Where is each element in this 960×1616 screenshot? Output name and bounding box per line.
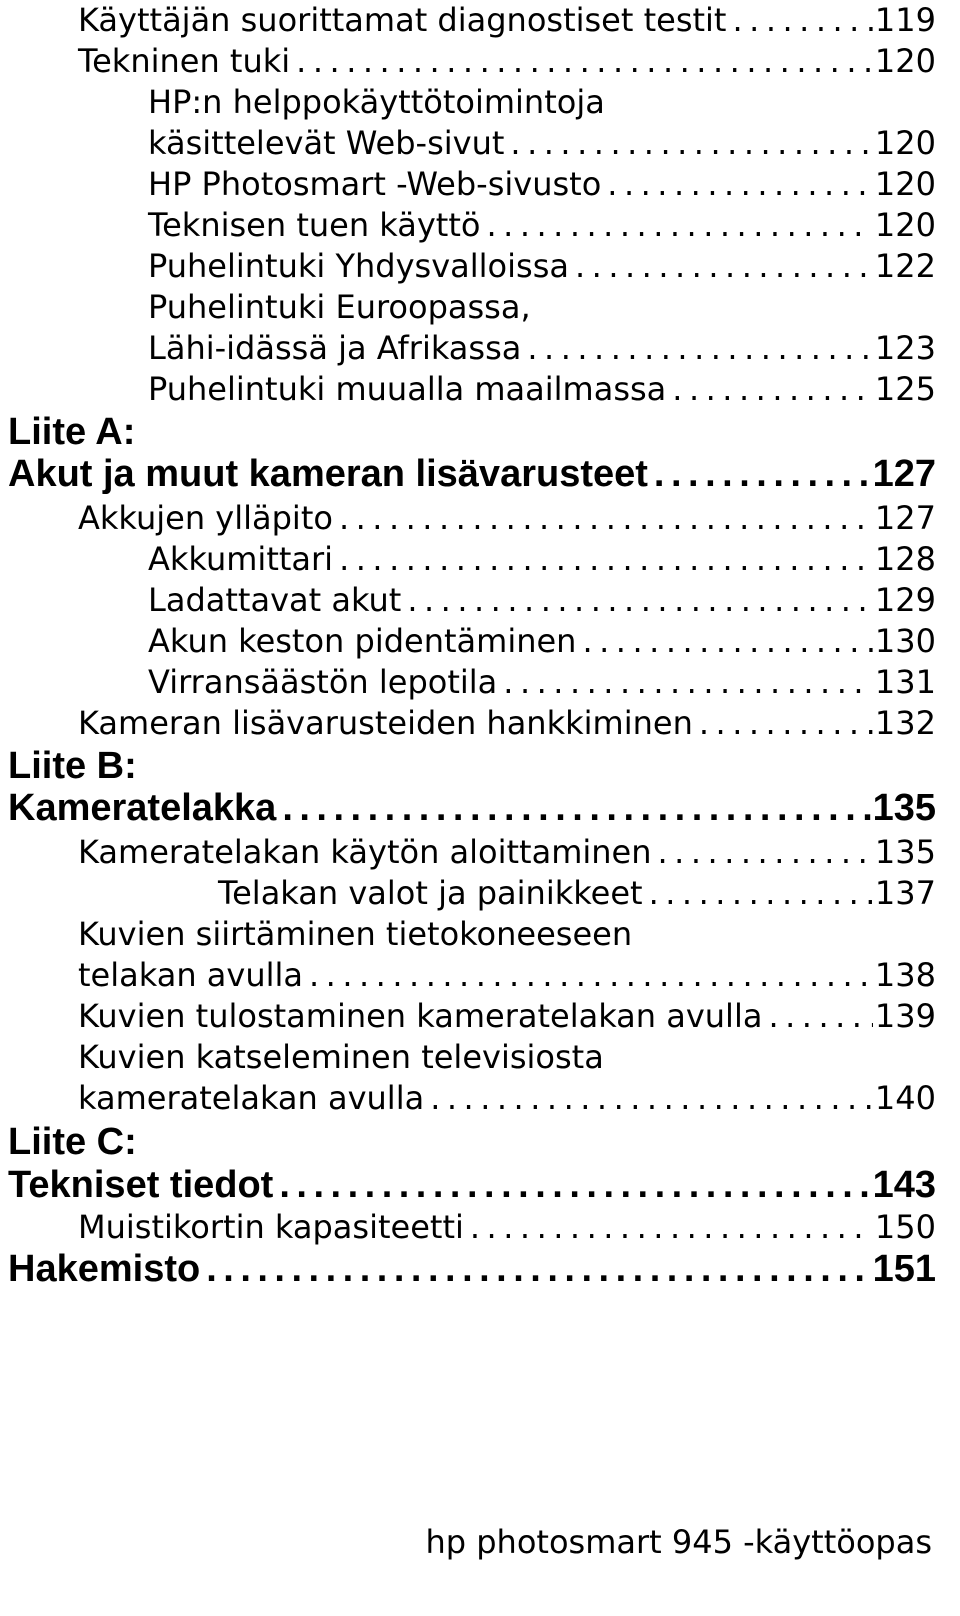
toc-leader-dots [510,123,873,163]
toc-entry [148,123,936,163]
toc-entry [148,662,936,702]
appendix-label [8,410,936,454]
toc-entry-title: Käyttäjän suorittamat diagnostiset testit [78,1,727,39]
toc-entry-title: HP:n helppokäyttötoimintoja [148,83,605,121]
toc-leader-dots [486,205,872,245]
toc-chapter-entry [8,1163,936,1207]
toc-heading-page: 143 [872,1164,936,1206]
appendix-label [8,744,936,788]
toc-entry-title: Kameran lisävarusteiden hankkiminen [78,704,693,742]
toc-entry-page: 131 [874,663,936,701]
toc-heading-page: 127 [872,453,936,495]
toc-entry [148,621,936,661]
toc-entry-title: kameratelakan avulla [78,1079,425,1117]
toc-entry-title: Akkujen ylläpito [78,499,333,537]
toc-entry [78,1207,936,1247]
toc-entry [78,1037,936,1077]
toc-entry-page: 150 [874,1208,936,1246]
toc-entry-page: 120 [874,42,936,80]
toc-leader-dots [527,328,873,368]
toc-entry-page: 125 [874,370,936,408]
toc-heading-title: Liite A: [8,411,136,453]
toc-entry-page: 135 [874,833,936,871]
toc-entry-page: 119 [874,1,936,39]
toc-leader-dots [279,1163,870,1207]
toc-entry [78,0,936,40]
toc-entry-title: Telakan valot ja painikkeet [218,874,643,912]
toc-entry-page: 127 [874,499,936,537]
toc-heading-title: Tekniset tiedot [8,1164,274,1206]
toc-entry [78,955,936,995]
toc-leader-dots [430,1078,873,1118]
toc-entry [78,914,936,954]
toc-leader-dots [607,164,873,204]
toc-entry-title: Muistikortin kapasiteetti [78,1208,464,1246]
toc-entry [148,246,936,286]
toc-entry [148,580,936,620]
toc-entry-title: telakan avulla [78,956,303,994]
toc-entry-page: 120 [874,206,936,244]
toc-entry [148,328,936,368]
toc-heading-title: Hakemisto [8,1248,201,1290]
toc-leader-dots [582,621,872,661]
toc-entry-title: Teknisen tuen käyttö [148,206,481,244]
toc-heading-page: 151 [872,1248,936,1290]
toc-leader-dots [339,498,873,538]
toc-heading-page: 135 [872,787,936,829]
toc-entry-title: Tekninen tuki [78,42,291,80]
toc-entry-title: Kuvien tulostaminen kameratelakan avulla [78,997,763,1035]
toc-entry [148,539,936,579]
toc-leader-dots [470,1207,873,1247]
toc-entry-page: 138 [874,956,936,994]
toc-entry [148,369,936,409]
toc-entry-page: 130 [874,622,936,660]
toc-entry-title: Puhelintuki Yhdysvalloissa [148,247,569,285]
toc-entry-title: Akun keston pidentäminen [148,622,577,660]
toc-leader-dots [407,580,873,620]
toc-entry-title: Ladattavat akut [148,581,402,619]
toc-entry [78,832,936,872]
toc-entry [78,1078,936,1118]
toc-entry-title: Virransäästön lepotila [148,663,498,701]
toc-entry-page: 123 [874,329,936,367]
toc-entry-title: Kuvien siirtäminen tietokoneeseen [78,915,633,953]
toc-chapter-entry [8,1247,936,1291]
toc-entry-page: 120 [874,124,936,162]
toc-entry [148,287,936,327]
toc-entry-page: 122 [874,247,936,285]
toc-leader-dots [654,452,871,496]
toc-entry [78,703,936,743]
toc-entry [78,498,936,538]
toc-entry [148,82,936,122]
toc-heading-title: Kameratelakka [8,787,277,829]
toc-entry [148,164,936,204]
toc-entry-title: Kuvien katseleminen televisiosta [78,1038,604,1076]
toc-heading-title: Liite B: [8,745,137,787]
toc-entry-title: Puhelintuki Euroopassa, [148,288,531,326]
toc-heading-title: Akut ja muut kameran lisävarusteet [8,453,648,495]
toc-leader-dots [309,955,873,995]
toc-leader-dots [672,369,873,409]
toc-entry-title: Puhelintuki muualla maailmassa [148,370,667,408]
toc-entry [78,996,936,1036]
toc-leader-dots [339,539,873,579]
toc-chapter-entry [8,786,936,830]
appendix-label [8,1120,936,1164]
page-footer: hp photosmart 945 -käyttöopas [425,1523,932,1561]
toc-entry-page: 139 [874,997,936,1035]
toc-heading-title: Liite C: [8,1121,137,1163]
toc-leader-dots [206,1247,870,1291]
toc-leader-dots [296,41,873,81]
toc-leader-dots [768,996,872,1036]
toc-entry-title: käsittelevät Web-sivut [148,124,505,162]
toc-entry [78,41,936,81]
toc-leader-dots [732,0,872,40]
toc-entry-page: 140 [874,1079,936,1117]
toc-chapter-entry [8,452,936,496]
toc-entry-page: 137 [874,874,936,912]
toc-entry-page: 120 [874,165,936,203]
toc-leader-dots [503,662,873,702]
toc-leader-dots [575,246,873,286]
toc-entry-page: 132 [874,704,936,742]
toc-entry [148,205,936,245]
toc-entry-title: HP Photosmart -Web-sivusto [148,165,602,203]
toc-entry-page: 128 [874,540,936,578]
toc-leader-dots [649,873,873,913]
toc-entry-title: Lähi-idässä ja Afrikassa [148,329,522,367]
toc-entry-title: Akkumittari [148,540,334,578]
toc-entry-page: 129 [874,581,936,619]
toc-entry [218,873,936,913]
toc-entry-title: Kameratelakan käytön aloittaminen [78,833,652,871]
toc-leader-dots [282,786,870,830]
toc-leader-dots [658,832,873,872]
toc-leader-dots [699,703,873,743]
